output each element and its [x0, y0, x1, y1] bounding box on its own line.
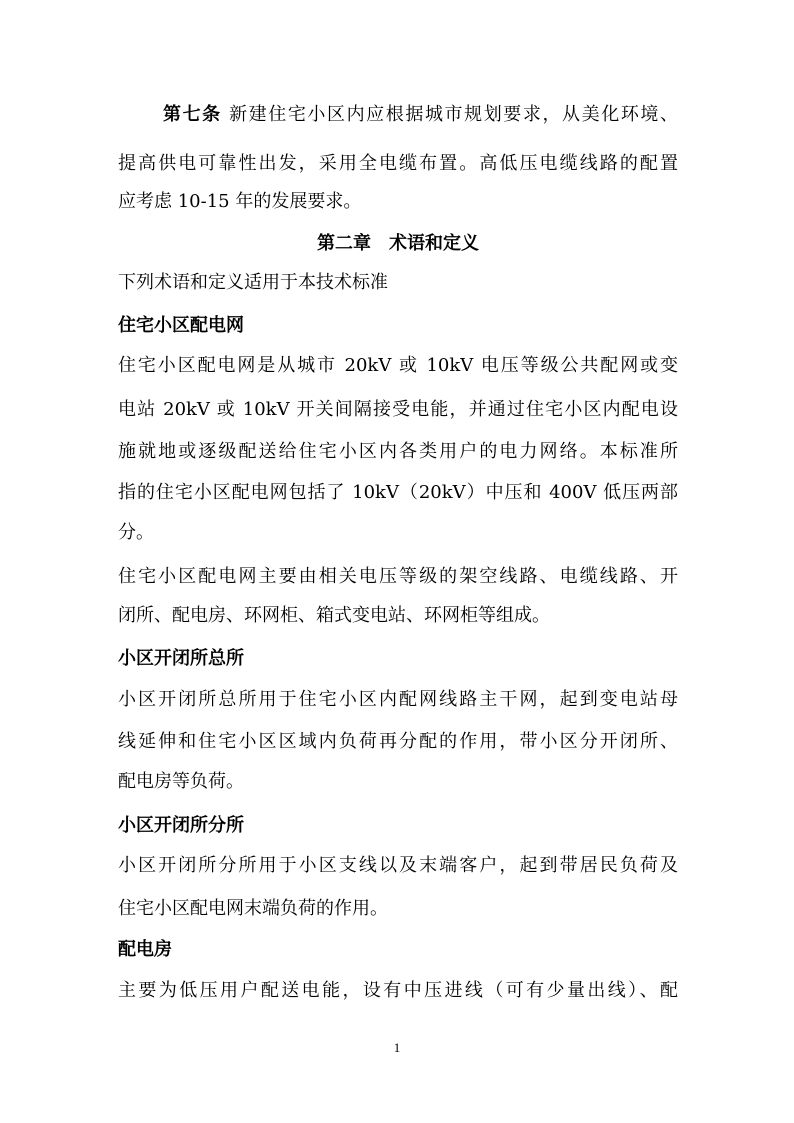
article-7-label: 第七条 — [163, 104, 222, 125]
term-3-line: 小区开闭所分所用于小区支线以及末端客户，起到带居民负荷及 — [118, 855, 678, 876]
term-1-line: 分。 — [118, 522, 154, 543]
term-1-line: 住宅小区配电网主要由相关电压等级的架空线路、电缆线路、开 — [118, 566, 678, 587]
term-1-line: 指的住宅小区配电网包括了 10kV（20kV）中压和 400V 低压两部 — [118, 482, 678, 503]
term-4-line: 主要为低压用户配送电能，设有中压进线（可有少量出线）、配 — [118, 980, 678, 1001]
term-3-line: 住宅小区配电网末端负荷的作用。 — [118, 898, 388, 919]
term-1-line: 电站 20kV 或 10kV 开关间隔接受电能，并通过住宅小区内配电设 — [118, 399, 678, 420]
term-2-line: 配电房等负荷。 — [118, 771, 244, 792]
term-1-line: 住宅小区配电网是从城市 20kV 或 10kV 电压等级公共配网或变 — [118, 355, 678, 376]
term-heading-switching-station-branch: 小区开闭所分所 — [118, 815, 244, 836]
term-2-line: 小区开闭所总所用于住宅小区内配网线路主干网，起到变电站母 — [118, 689, 678, 710]
intro-sentence: 下列术语和定义适用于本技术标准 — [118, 272, 388, 293]
term-heading-distribution-room: 配电房 — [118, 939, 172, 960]
article-7-line-1 — [163, 103, 678, 127]
term-2-line: 线延伸和住宅小区区域内负荷再分配的作用，带小区分开闭所、 — [118, 731, 678, 752]
term-1-line: 施就地或逐级配送给住宅小区内各类用户的电力网络。本标准所 — [118, 441, 678, 462]
chapter-2-title: 第二章 术语和定义 — [317, 233, 479, 254]
term-heading-distribution-network: 住宅小区配电网 — [118, 315, 244, 336]
article-7-line-2: 提高供电可靠性出发，采用全电缆布置。高低压电缆线路的配置 — [118, 153, 678, 174]
article-7-line-3: 应考虑 10-15 年的发展要求。 — [118, 191, 362, 212]
article-7-text-1: 新建住宅小区内应根据城市规划要求，从美化环境、 — [229, 104, 678, 125]
term-1-line: 闭所、配电房、环网柜、箱式变电站、环网柜等组成。 — [118, 605, 550, 626]
page-number: 1 — [393, 1040, 401, 1055]
term-heading-switching-station-main: 小区开闭所总所 — [118, 648, 244, 669]
